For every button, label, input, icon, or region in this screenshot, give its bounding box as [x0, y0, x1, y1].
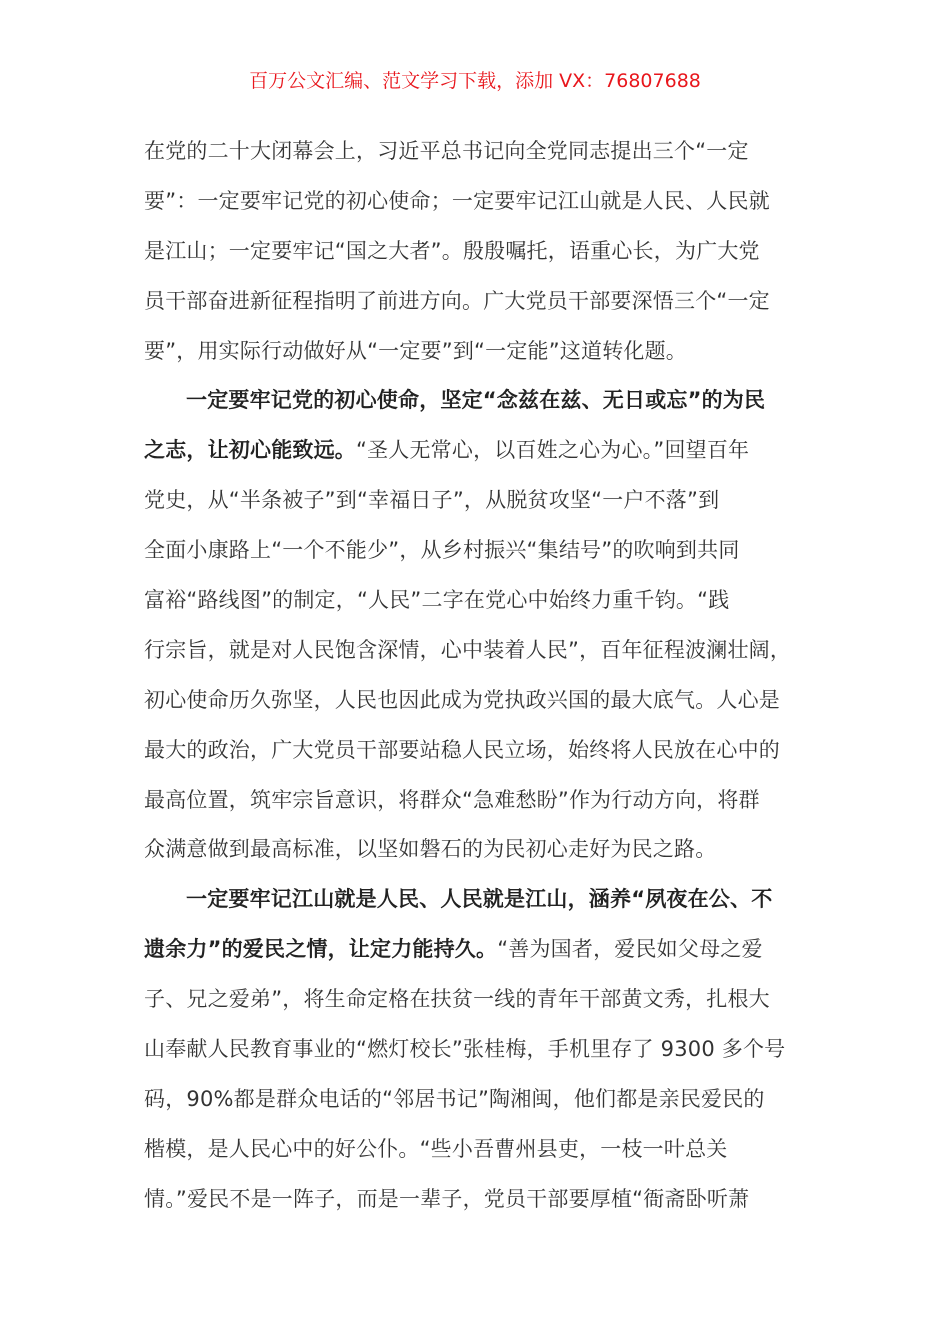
body-text: “善为国者，爱民如父母之爱	[497, 937, 763, 962]
text-line	[144, 183, 814, 233]
header-banner: 百万公文汇编、范文学习下载，添加 VX：76807688	[249, 70, 701, 92]
body-text: 员干部奋进新征程指明了前进方向。广大党员干部要深悟三个“一定	[144, 288, 770, 313]
body-text: 子、兄之爱弟”，将生命定格在扶贫一线的青年干部黄文秀，扎根大	[144, 987, 770, 1012]
document-body	[144, 133, 814, 1231]
body-text: 最大的政治，广大党员干部要站稳人民立场，始终将人民放在心中的	[144, 737, 780, 762]
text-line	[144, 632, 814, 682]
body-text: 楷模，是人民心中的好公仆。“些小吾曹州县吏，一枝一叶总关	[144, 1136, 728, 1161]
body-text: “圣人无常心，以百姓之心为心。”回望百年	[356, 438, 750, 463]
text-line	[144, 283, 814, 333]
body-text: 情。”爱民不是一阵子，而是一辈子，党员干部要厚植“衙斋卧听萧	[144, 1186, 750, 1211]
body-text: 最高位置，筑牢宗旨意识，将群众“急难愁盼”作为行动方向，将群	[144, 787, 760, 812]
text-line	[144, 682, 814, 732]
bold-heading: 一定要牢记党的初心使命，坚定“念兹在兹、无日或忘”的为民	[186, 388, 766, 413]
body-text: 山奉献人民教育事业的“燃灯校长”张桂梅，手机里存了 9300 多个号	[144, 1037, 786, 1062]
section-heading-line	[144, 881, 814, 931]
text-line	[144, 1131, 814, 1181]
text-line	[144, 532, 814, 582]
text-line	[144, 1181, 814, 1231]
text-line	[144, 1031, 814, 1081]
text-line	[144, 981, 814, 1031]
section-heading-line	[144, 382, 814, 432]
body-text: 在党的二十大闭幕会上，习近平总书记向全党同志提出三个“一定	[144, 139, 749, 163]
bold-heading: 一定要牢记江山就是人民、人民就是江山，涵养“夙夜在公、不	[186, 887, 773, 912]
bold-heading: 之志，让初心能致远。	[144, 438, 356, 463]
body-text: 初心使命历久弥坚，人民也因此成为党执政兴国的最大底气。人心是	[144, 687, 780, 712]
text-line	[144, 831, 814, 881]
body-text: 党史，从“半条被子”到“幸福日子”，从脱贫攻坚“一户不落”到	[144, 488, 720, 513]
body-text: 码，90%都是群众电话的“邻居书记”陶湘闽，他们都是亲民爱民的	[144, 1086, 765, 1111]
text-line	[144, 233, 814, 283]
body-text: 全面小康路上“一个不能少”，从乡村振兴“集结号”的吹响到共同	[144, 538, 740, 563]
body-text: 众满意做到最高标准，以坚如磐石的为民初心走好为民之路。	[144, 837, 717, 862]
body-text: 要”：一定要牢记党的初心使命；一定要牢记江山就是人民、人民就	[144, 188, 770, 213]
body-text: 富裕“路线图”的制定，“人民”二字在党心中始终力重千钧。“践	[144, 588, 730, 613]
body-text: 行宗旨，就是对人民饱含深情，心中装着人民”，百年征程波澜壮阔，	[144, 637, 792, 662]
text-line	[144, 482, 814, 532]
body-text: 是江山；一定要牢记“国之大者”。殷殷嘱托，语重心长，为广大党	[144, 238, 760, 263]
text-line	[144, 732, 814, 782]
text-line	[144, 432, 814, 482]
text-line	[144, 133, 814, 183]
text-line	[144, 931, 814, 981]
text-line	[144, 582, 814, 632]
text-line	[144, 1081, 814, 1131]
bold-heading: 遗余力”的爱民之情，让定力能持久。	[144, 937, 498, 962]
text-line	[144, 782, 814, 832]
body-text: 要”，用实际行动做好从“一定要”到“一定能”这道转化题。	[144, 338, 687, 363]
text-line	[144, 333, 814, 383]
